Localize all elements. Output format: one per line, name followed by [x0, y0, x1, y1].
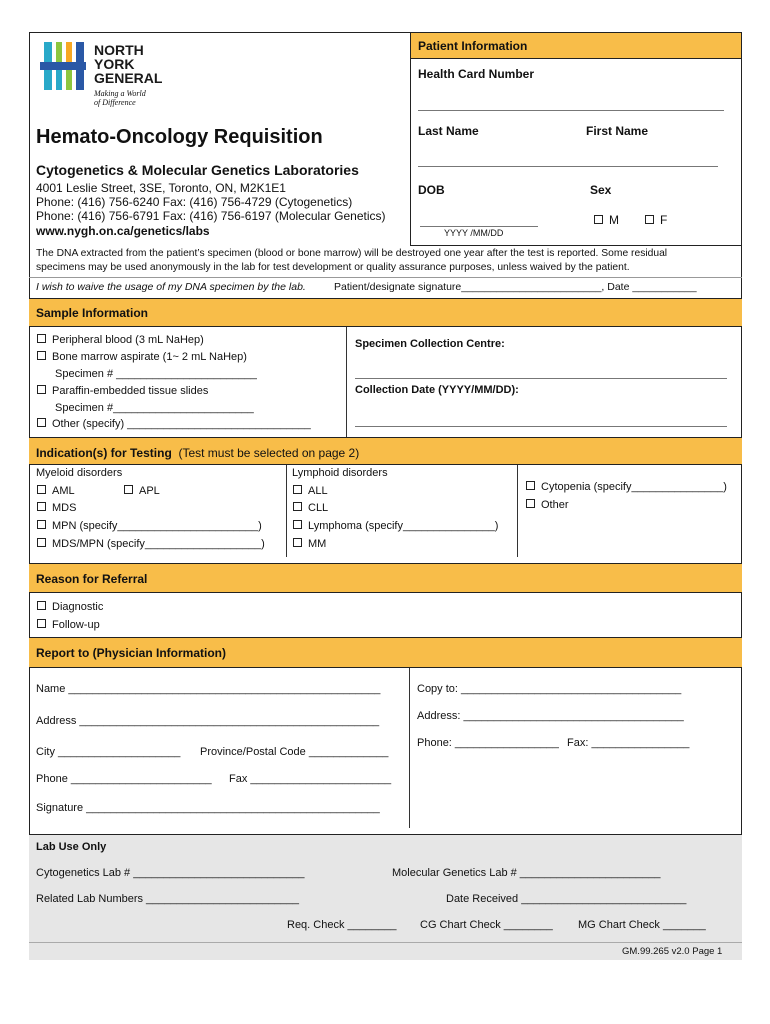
health-card-label: Health Card Number — [418, 67, 535, 81]
req-check-field[interactable]: Req. Check ________ — [287, 919, 397, 931]
sex-male-option[interactable] — [594, 213, 619, 227]
checkbox-icon[interactable] — [526, 481, 535, 490]
lab-phone-molecular: Phone: (416) 756-6791 Fax: (416) 756-6197 (Molecular Genetics) — [36, 209, 386, 223]
last-name-label: Last Name — [418, 124, 479, 138]
logo-tagline-2: of Difference — [94, 98, 136, 107]
physician-fax-field[interactable]: Fax _______________________ — [229, 773, 392, 785]
dna-notice-line2: specimens may be used anonymously in the lab for test development or quality assurance purposes, unless waived by the patient. — [36, 262, 630, 273]
checkbox-icon[interactable] — [37, 351, 46, 360]
indication-aml[interactable] — [37, 485, 75, 497]
page-title: Hemato-Oncology Requisition — [36, 126, 323, 148]
mds-mpn-label: MDS/MPN (specify___________________) — [52, 538, 265, 550]
sample-label: Other (specify) ______________________________ — [52, 418, 311, 430]
collection-centre-label: Specimen Collection Centre: — [355, 338, 505, 350]
logo-tagline-1: Making a World — [94, 89, 146, 98]
checkbox-icon[interactable] — [293, 485, 302, 494]
report-to-title: Report to (Physician Information) — [36, 646, 227, 660]
other-label: Other — [541, 499, 569, 511]
myeloid-title: Myeloid disorders — [36, 467, 123, 479]
lab-website: www.nygh.on.ca/genetics/labs — [36, 224, 210, 238]
sample-bone-marrow[interactable] — [37, 351, 247, 363]
lab-phone-cyto: Phone: (416) 756-6240 Fax: (416) 756-4729 (Cytogenetics) — [36, 195, 353, 209]
physician-address-field[interactable]: Address _________________________________________________ — [36, 715, 380, 727]
mg-chart-check-field[interactable]: MG Chart Check _______ — [578, 919, 706, 931]
mm-label: MM — [308, 538, 327, 550]
aml-label: AML — [52, 485, 75, 497]
indication-mm[interactable] — [293, 538, 326, 550]
checkbox-icon[interactable] — [37, 601, 46, 610]
logo-line-general: GENERAL — [94, 70, 163, 86]
indications-title: Indication(s) for Testing — [36, 446, 172, 460]
lab-name: Cytogenetics & Molecular Genetics Laboratories — [36, 162, 359, 178]
indication-cll[interactable] — [293, 502, 328, 514]
indication-lymphoma[interactable] — [293, 520, 498, 532]
indication-other[interactable] — [526, 499, 569, 511]
cyto-lab-number-field[interactable]: Cytogenetics Lab # ____________________________ — [36, 867, 305, 879]
patient-signature-line[interactable]: Patient/designate signature________________________, Date ___________ — [334, 281, 697, 293]
lymphoid-title: Lymphoid disorders — [292, 467, 388, 479]
all-label: ALL — [308, 485, 328, 497]
sample-label: Peripheral blood (3 mL NaHep) — [52, 334, 204, 346]
first-name-label: First Name — [586, 124, 649, 138]
sample-col-divider — [346, 327, 347, 437]
diagnostic-label: Diagnostic — [52, 601, 104, 613]
sample-paraffin[interactable] — [37, 385, 208, 397]
male-checkbox[interactable] — [594, 215, 603, 224]
sample-label: Bone marrow aspirate (1~ 2 mL NaHep) — [52, 351, 247, 363]
indication-apl[interactable] — [124, 485, 160, 497]
mds-label: MDS — [52, 502, 77, 514]
sample-other[interactable] — [37, 418, 311, 430]
referral-title: Reason for Referral — [36, 572, 148, 586]
followup-label: Follow-up — [52, 619, 100, 631]
mol-lab-number-field[interactable]: Molecular Genetics Lab # _______________________ — [392, 867, 661, 879]
checkbox-icon[interactable] — [293, 538, 302, 547]
checkbox-icon[interactable] — [37, 418, 46, 427]
footer-divider — [29, 942, 742, 943]
sample-label: Paraffin-embedded tissue slides — [52, 385, 209, 397]
checkbox-icon[interactable] — [37, 502, 46, 511]
checkbox-icon[interactable] — [37, 520, 46, 529]
cll-label: CLL — [308, 502, 329, 514]
indication-divider-2 — [517, 465, 518, 557]
female-checkbox[interactable] — [645, 215, 654, 224]
collection-date-label: Collection Date (YYYY/MM/DD): — [355, 384, 519, 396]
lab-address: 4001 Leslie Street, 3SE, Toronto, ON, M2K1E1 — [36, 181, 286, 195]
sex-label: Sex — [590, 183, 612, 197]
sample-info-title: Sample Information — [36, 306, 149, 320]
notice-divider — [29, 277, 742, 278]
checkbox-icon[interactable] — [37, 485, 46, 494]
collection-date-field[interactable] — [355, 426, 727, 427]
checkbox-icon[interactable] — [37, 385, 46, 394]
name-field[interactable] — [418, 166, 718, 167]
date-received-field[interactable]: Date Received ___________________________ — [446, 893, 687, 905]
dob-format: YYYY /MM/DD — [444, 228, 504, 238]
physician-city-field[interactable]: City ____________________ — [36, 746, 181, 758]
checkbox-icon[interactable] — [526, 499, 535, 508]
checkbox-icon[interactable] — [293, 520, 302, 529]
cytopenia-label: Cytopenia (specify_______________) — [541, 481, 727, 493]
mpn-label: MPN (specify_______________________) — [52, 520, 262, 532]
checkbox-icon[interactable] — [37, 334, 46, 343]
indication-all[interactable] — [293, 485, 328, 497]
indication-cytopenia[interactable] — [526, 481, 727, 493]
collection-centre-field[interactable] — [355, 378, 727, 379]
indications-note: (Test must be selected on page 2) — [178, 446, 360, 460]
copy-fax-field[interactable]: Fax: ________________ — [567, 737, 690, 749]
indication-mds[interactable] — [37, 502, 76, 514]
sample-specimen-number-1[interactable]: Specimen # _______________________ — [55, 368, 257, 380]
lab-use-title: Lab Use Only — [36, 841, 107, 853]
sample-specimen-number-2[interactable]: Specimen #_______________________ — [55, 402, 254, 414]
indications-title-row — [36, 446, 359, 460]
form-code: GM.99.265 v2.0 Page 1 — [622, 946, 723, 957]
checkbox-icon[interactable] — [37, 538, 46, 547]
logo-line-north: NORTH — [94, 42, 144, 58]
sample-peripheral-blood[interactable] — [37, 334, 204, 346]
female-label: F — [660, 213, 668, 227]
cg-chart-check-field[interactable]: CG Chart Check ________ — [420, 919, 553, 931]
patient-info-box — [410, 32, 742, 246]
checkbox-icon[interactable] — [124, 485, 133, 494]
dob-field[interactable] — [420, 226, 538, 227]
dna-waiver-text: I wish to waive the usage of my DNA specimen by the lab. — [36, 281, 306, 293]
checkbox-icon[interactable] — [37, 619, 46, 628]
copy-address-field[interactable]: Address: ____________________________________ — [417, 710, 684, 722]
dob-label: DOB — [418, 183, 445, 197]
logo-line-york: YORK — [94, 56, 135, 72]
physician-signature-field[interactable]: Signature ________________________________________________ — [36, 802, 380, 814]
physician-name-field[interactable]: Name ___________________________________________________ — [36, 683, 381, 695]
referral-diagnostic[interactable] — [37, 601, 103, 613]
indication-mds-mpn[interactable] — [37, 538, 265, 550]
related-lab-numbers-field[interactable]: Related Lab Numbers _________________________ — [36, 893, 300, 905]
referral-followup[interactable] — [37, 619, 100, 631]
health-card-field[interactable] — [418, 110, 724, 111]
male-label: M — [609, 213, 619, 227]
checkbox-icon[interactable] — [293, 502, 302, 511]
report-col-divider — [409, 668, 410, 828]
physician-province-field[interactable]: Province/Postal Code _____________ — [200, 746, 389, 758]
apl-label: APL — [139, 485, 160, 497]
indication-mpn[interactable] — [37, 520, 262, 532]
dna-notice-line1: The DNA extracted from the patient’s specimen (blood or bone marrow) will be destroyed one year after the test is reported. Some residual — [36, 248, 668, 259]
lymphoma-label: Lymphoma (specify_______________) — [308, 520, 499, 532]
copy-to-field[interactable]: Copy to: ____________________________________ — [417, 683, 682, 695]
sex-female-option[interactable] — [645, 213, 667, 227]
indication-divider-1 — [286, 465, 287, 557]
patient-info-title: Patient Information — [418, 39, 528, 53]
physician-phone-field[interactable]: Phone _______________________ — [36, 773, 212, 785]
copy-phone-field[interactable]: Phone: _________________ — [417, 737, 559, 749]
